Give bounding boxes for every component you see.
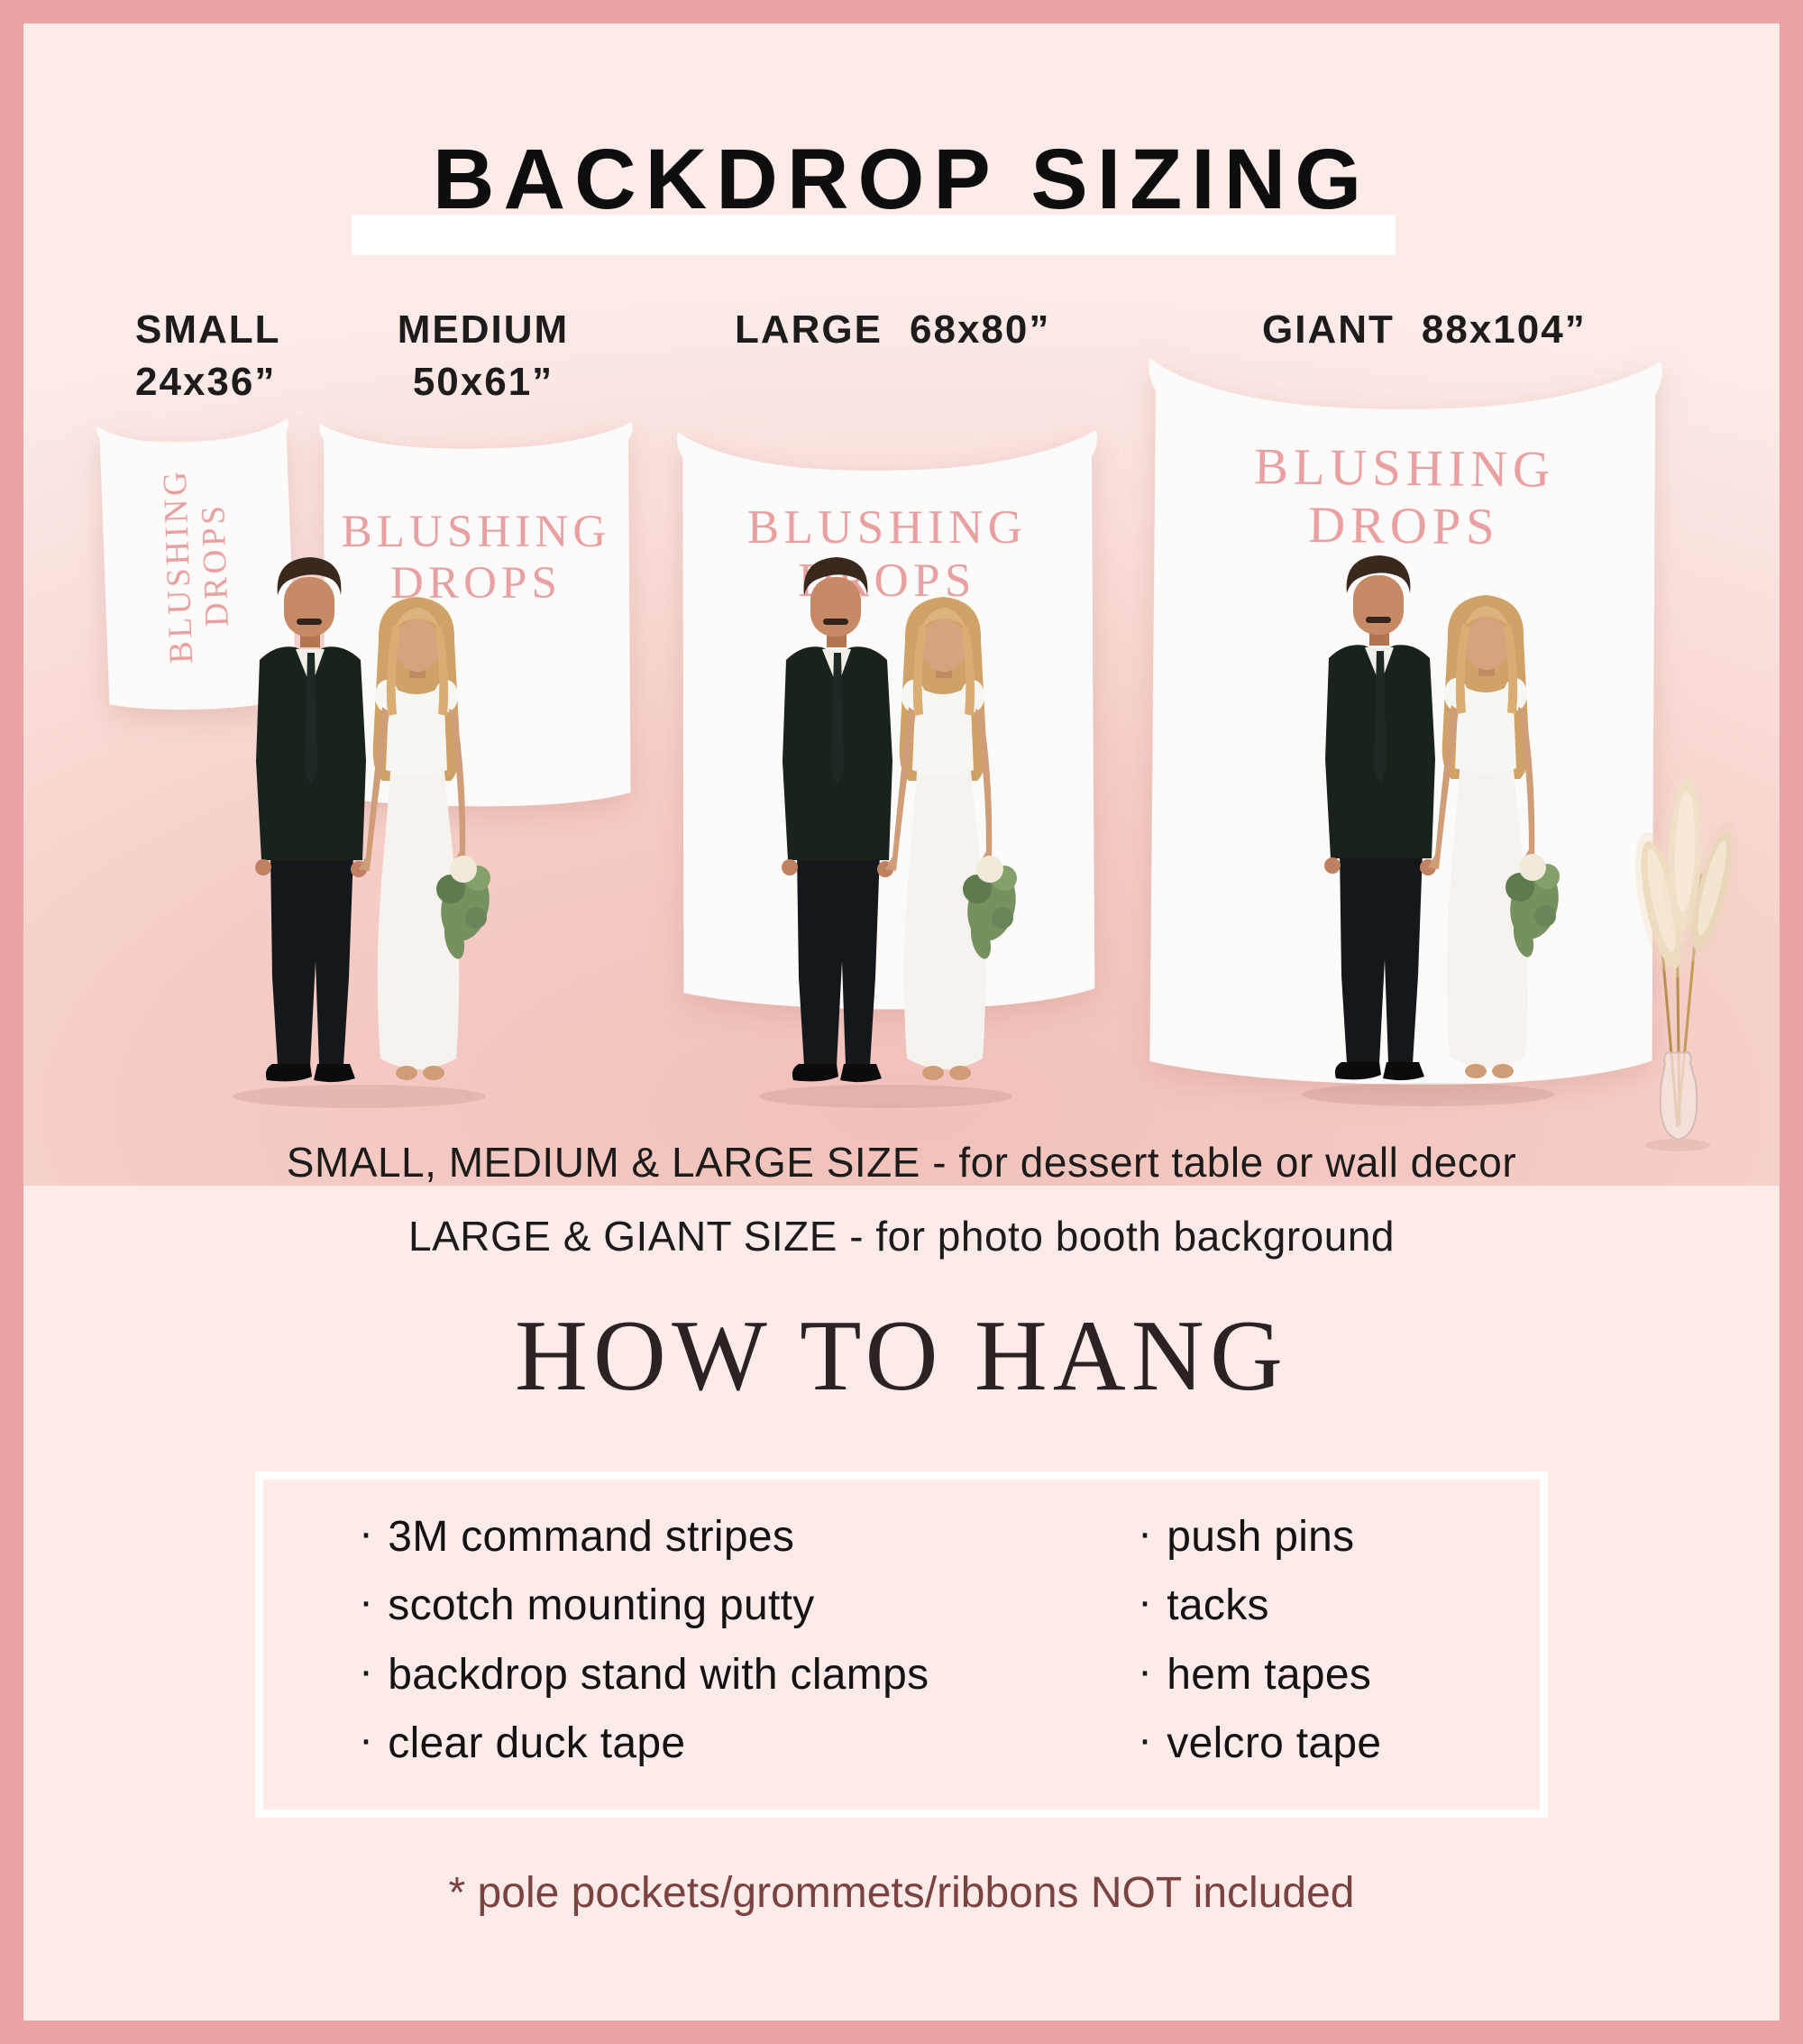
pampas-grass <box>1610 765 1747 1154</box>
size-name: MEDIUM <box>397 307 570 352</box>
bullet-dot: · <box>359 1578 374 1627</box>
size-label-large <box>735 304 1050 356</box>
hang-option: · push pins <box>1138 1509 1355 1561</box>
bullet-dot: · <box>1138 1578 1153 1627</box>
hang-option: · 3M command stripes <box>359 1509 795 1561</box>
size-dims: 88x104” <box>1421 307 1587 352</box>
bullet-dot: · <box>359 1509 374 1557</box>
size-label-giant <box>1262 304 1587 356</box>
bullet-dot: · <box>1138 1509 1153 1557</box>
size-dims: 24x36” <box>135 360 277 405</box>
bullet-dot: · <box>1138 1716 1153 1764</box>
usage-line-large-giant: LARGE & GIANT SIZE - for photo booth background <box>408 1213 1395 1260</box>
usage-line-small-medium-large: SMALL, MEDIUM & LARGE SIZE - for dessert table or wall decor <box>286 1139 1517 1186</box>
backdrop-logo: BLUSHING DROPS <box>341 507 611 610</box>
size-dims: 50x61” <box>412 360 554 405</box>
hang-option: · velcro tape <box>1138 1716 1382 1768</box>
hang-option: · hem tapes <box>1138 1646 1372 1699</box>
bullet-dot: · <box>359 1716 374 1764</box>
backdrop-logo: BLUSHING DROPS <box>1253 438 1556 555</box>
couple-photo <box>224 554 494 1113</box>
size-label-small <box>135 304 281 408</box>
bullet-dot: · <box>1138 1646 1153 1695</box>
size-dims: 68x80” <box>910 307 1051 352</box>
page-title: BACKDROP SIZING <box>432 132 1371 227</box>
size-name: GIANT <box>1262 307 1395 352</box>
how-to-hang-heading: HOW TO HANG <box>515 1300 1288 1412</box>
size-name: LARGE <box>735 307 883 352</box>
hang-option: · tacks <box>1138 1578 1269 1630</box>
hang-option: · backdrop stand with clamps <box>359 1646 929 1699</box>
hang-option: · scotch mounting putty <box>359 1578 815 1630</box>
couple-photo <box>1293 552 1563 1111</box>
hang-options-left-column <box>359 1509 929 1791</box>
bullet-dot: · <box>359 1646 374 1695</box>
hang-options-right-column <box>1138 1509 1382 1791</box>
footnote: * pole pockets/grommets/ribbons NOT included <box>448 1869 1355 1917</box>
backdrop-logo: BLUSHING DROPS <box>156 467 237 665</box>
couple-photo <box>750 554 1020 1113</box>
hang-option: · clear duck tape <box>359 1716 686 1768</box>
size-name: SMALL <box>135 307 281 352</box>
size-label-medium <box>393 304 573 408</box>
backdrop-logo: BLUSHING DROPS <box>746 501 1028 608</box>
